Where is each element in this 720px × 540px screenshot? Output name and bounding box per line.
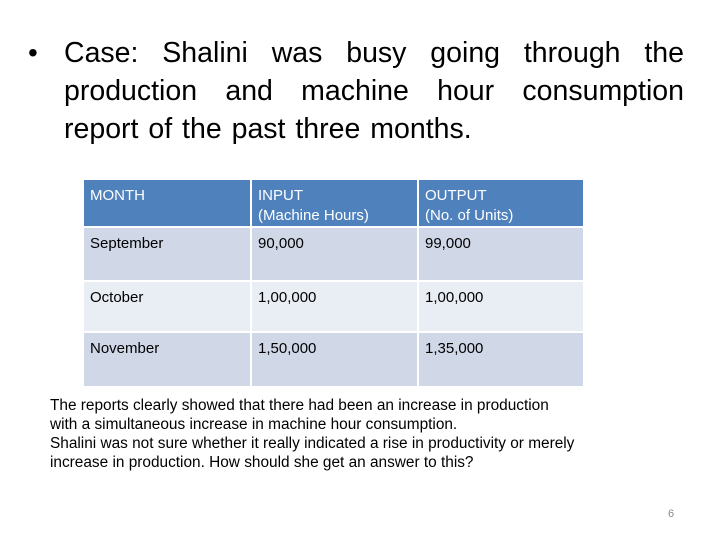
cell-output: 1,35,000: [418, 332, 583, 386]
cell-output: 99,000: [418, 227, 583, 281]
table-row: [84, 227, 583, 281]
cell-month: September: [84, 227, 251, 281]
cell-month: October: [84, 281, 251, 332]
cell-input: 1,50,000: [251, 332, 418, 386]
page-number: 6: [668, 508, 675, 520]
header-input: [251, 180, 418, 227]
table-row: [84, 332, 583, 386]
table-header-row: [84, 180, 583, 227]
header-output: [418, 180, 583, 227]
case-text: Case: Shalini was busy going through the production and machine hour consumption report of the past three months.: [64, 37, 684, 145]
note-line: The reports clearly showed that there had been an increase in production: [50, 397, 549, 414]
cell-month: November: [84, 332, 251, 386]
case-bullet: [28, 34, 684, 148]
header-input-unit: (Machine Hours): [258, 207, 369, 224]
header-input-label: INPUT: [258, 187, 303, 204]
cell-input: 1,00,000: [251, 281, 418, 332]
header-month-label: MONTH: [90, 187, 145, 204]
table-row: [84, 281, 583, 332]
header-output-unit: (No. of Units): [425, 207, 514, 224]
explanation-note: [50, 396, 670, 472]
header-month: [84, 180, 251, 227]
note-line: Shalini was not sure whether it really indicated a rise in productivity or merely: [50, 435, 575, 452]
report-table: [84, 180, 583, 386]
note-line: increase in production. How should she get an answer to this?: [50, 454, 474, 471]
note-line: with a simultaneous increase in machine hour consumption.: [50, 416, 458, 433]
bullet-icon: •: [28, 37, 38, 68]
cell-input: 90,000: [251, 227, 418, 281]
cell-output: 1,00,000: [418, 281, 583, 332]
header-output-label: OUTPUT: [425, 187, 487, 204]
